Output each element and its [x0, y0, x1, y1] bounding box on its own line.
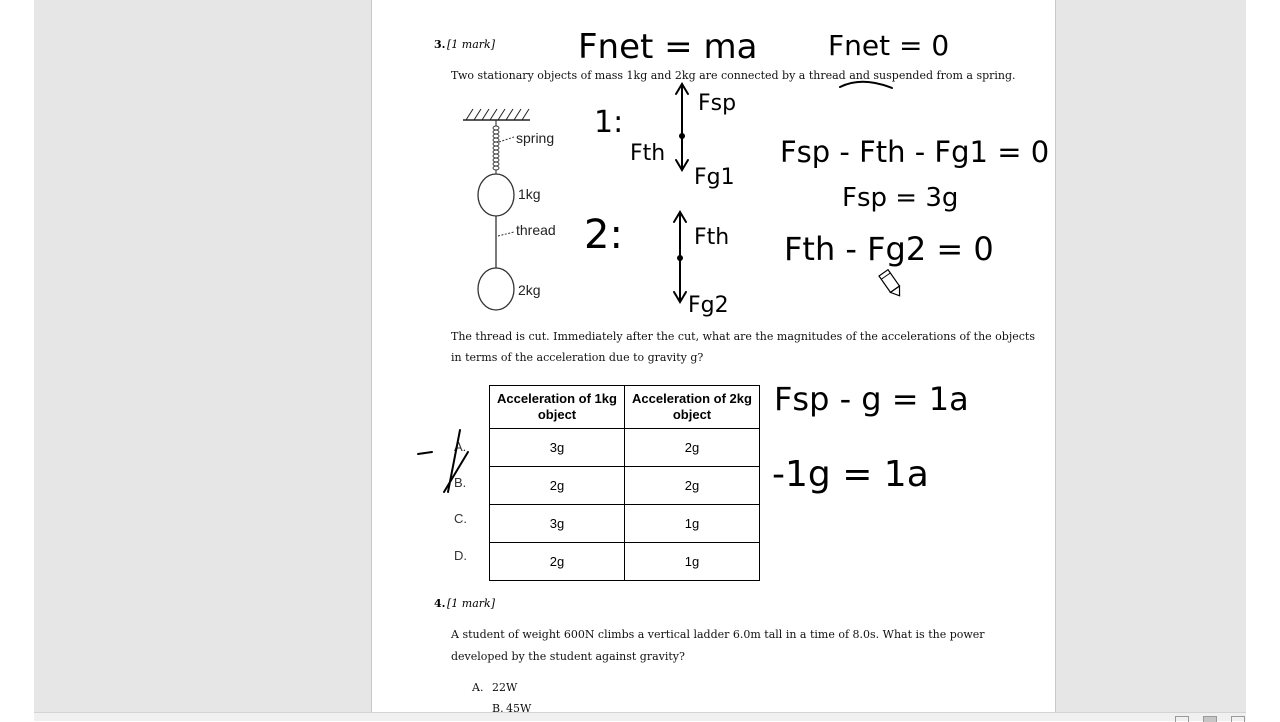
- cell-c-2kg: 1g: [625, 505, 760, 543]
- option-b-letter: B.: [454, 475, 467, 490]
- left-margin: [0, 0, 34, 720]
- question-3-followup-line1: The thread is cut. Immediately after the cut, what are the magnitudes of the accelerations of the objects: [451, 330, 1035, 343]
- workspace-left: [34, 0, 372, 720]
- handwritten-annotations: [372, 0, 1055, 712]
- cell-b-2kg: 2g: [625, 467, 760, 505]
- diagram-label-thread: thread: [516, 222, 556, 238]
- cell-c-1kg: 3g: [490, 505, 625, 543]
- cell-a-1kg: 3g: [490, 429, 625, 467]
- question-4-option-a-value: 22W: [492, 681, 518, 694]
- web-layout-button[interactable]: [1231, 716, 1245, 722]
- note-fth-1: Fth: [630, 141, 666, 166]
- note-label-1: 1:: [594, 105, 624, 140]
- cell-d-1kg: 2g: [490, 543, 625, 581]
- question-4-number: 4.: [434, 597, 446, 610]
- read-mode-button[interactable]: [1175, 716, 1189, 722]
- note-eq1: Fsp - Fth - Fg1 = 0: [780, 135, 1050, 169]
- question-4-prompt-line2: developed by the student against gravity?: [451, 650, 685, 663]
- note-fsp-3g: Fsp = 3g: [842, 183, 959, 213]
- question-4-option-b-letter: B.: [492, 702, 504, 712]
- dash-mark: [418, 452, 432, 454]
- body-dot-1: [679, 133, 685, 139]
- pencil-cursor-icon: [879, 270, 904, 299]
- question-4-prompt-line1: A student of weight 600N climbs a vertical ladder 6.0m tall in a time of 8.0s. What is the power: [451, 628, 985, 641]
- cell-d-2kg: 1g: [625, 543, 760, 581]
- document-page: [372, 0, 1055, 712]
- suspended-underline: [840, 82, 892, 88]
- diagram-label-2kg: 2kg: [518, 282, 541, 298]
- note-fg2: Fg2: [688, 293, 729, 318]
- question-3-number: 3.: [434, 38, 446, 51]
- note-eq3: Fsp - g = 1a: [774, 380, 969, 418]
- workspace-right: [1055, 0, 1247, 720]
- right-margin: [1246, 0, 1280, 720]
- note-fg1: Fg1: [694, 165, 735, 190]
- diagram-label-spring: spring: [516, 130, 555, 146]
- cell-a-2kg: 2g: [625, 429, 760, 467]
- note-eq4: -1g = 1a: [772, 454, 929, 495]
- note-fth-2: Fth: [694, 225, 730, 250]
- question-4-option-b-value: 45W: [506, 702, 532, 712]
- option-d-letter: D.: [454, 548, 467, 563]
- question-3-followup-line2: in terms of the acceleration due to gravity g?: [451, 351, 704, 364]
- question-4-option-a-letter: A.: [472, 681, 484, 694]
- question-3-prompt: Two stationary objects of mass 1kg and 2kg are connected by a thread and suspended from a spring.: [451, 69, 1016, 82]
- option-c-letter: C.: [454, 511, 467, 526]
- diagram-label-1kg: 1kg: [518, 186, 541, 202]
- note-label-2: 2:: [584, 212, 623, 258]
- header-2kg-acceleration: Acceleration of 2kg object: [625, 386, 760, 429]
- question-4-marks: [1 mark]: [447, 597, 495, 610]
- option-a-letter: A.: [454, 439, 467, 454]
- cross-mark-b: [444, 452, 468, 492]
- note-fnet-zero: Fnet = 0: [828, 29, 950, 62]
- note-fnet-ma: Fnet = ma: [578, 27, 758, 67]
- note-eq2: Fth - Fg2 = 0: [784, 230, 994, 268]
- header-1kg-acceleration: Acceleration of 1kg object: [490, 386, 625, 429]
- question-3-marks: [1 mark]: [447, 38, 495, 51]
- note-fsp-1: Fsp: [698, 91, 737, 116]
- print-layout-button[interactable]: [1203, 716, 1217, 722]
- body-dot-2: [677, 255, 683, 261]
- cell-b-1kg: 2g: [490, 467, 625, 505]
